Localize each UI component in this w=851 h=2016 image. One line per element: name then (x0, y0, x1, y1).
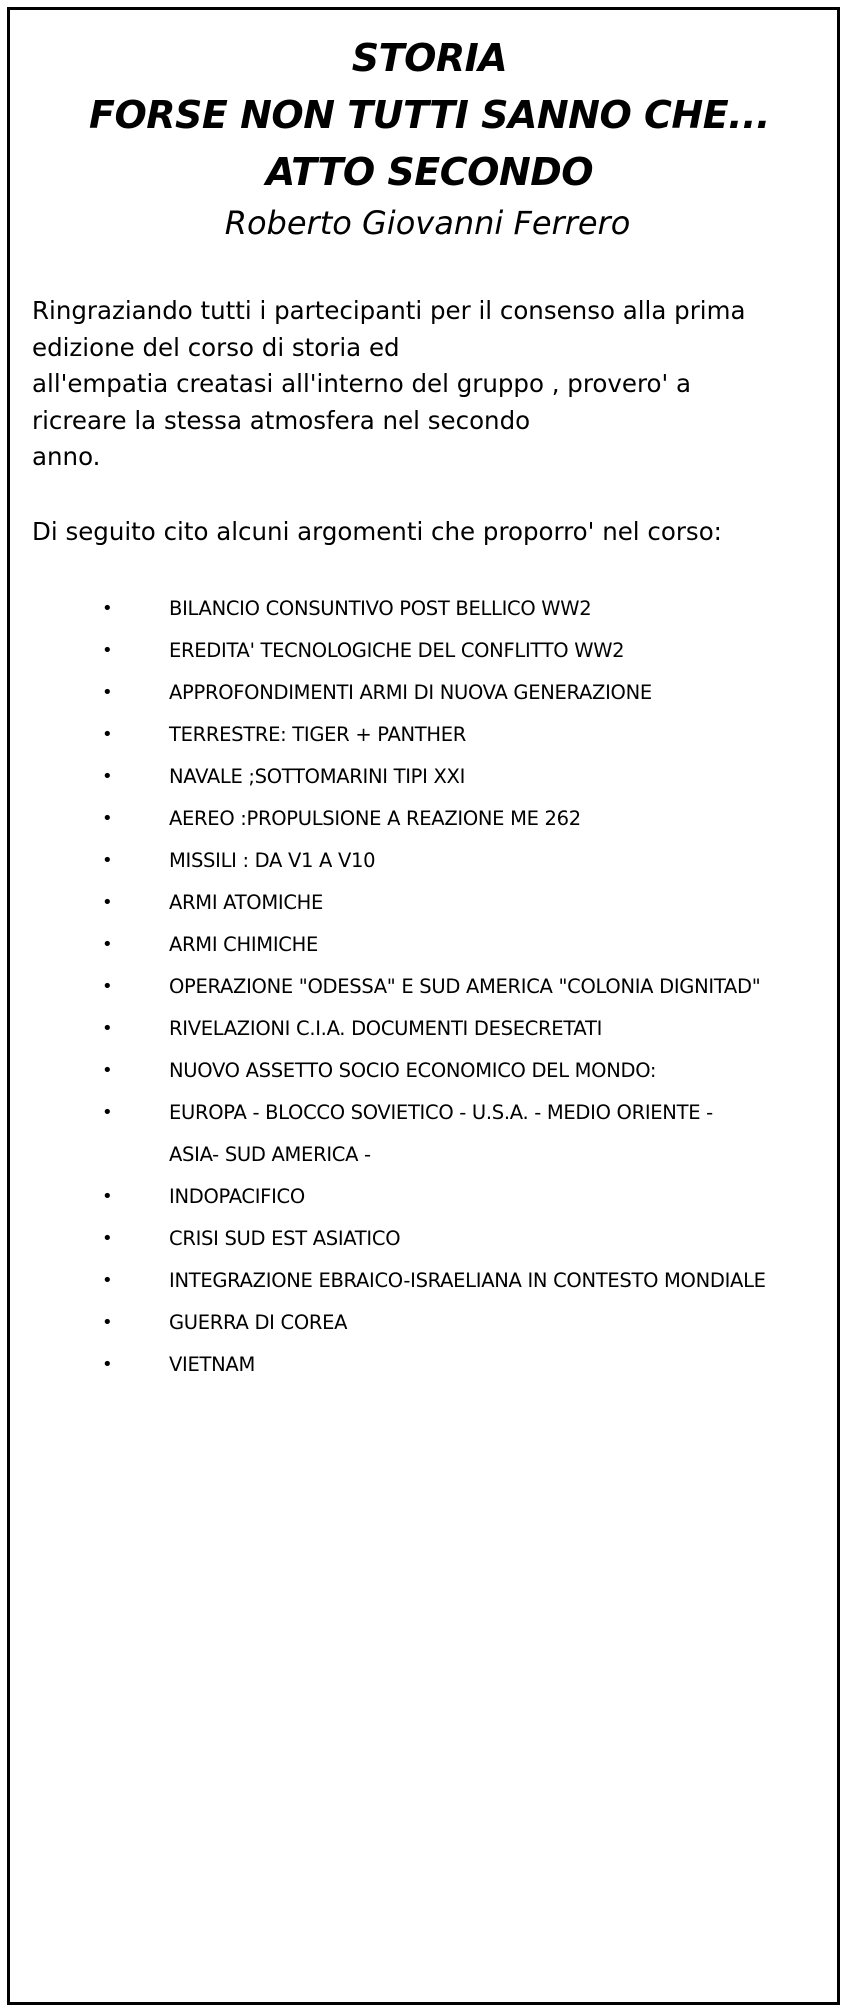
topic-text: GUERRA DI COREA (169, 1311, 348, 1334)
topic-text: CRISI SUD EST ASIATICO (169, 1227, 401, 1250)
list-item (10, 882, 837, 924)
bullet-icon: • (102, 1312, 113, 1333)
topic-text: INDOPACIFICO (169, 1185, 305, 1208)
topic-text: BILANCIO CONSUNTIVO POST BELLICO WW2 (169, 597, 592, 620)
topic-text: MISSILI : DA V1 A V10 (169, 849, 376, 872)
intro-line: anno. (32, 442, 101, 471)
bullet-icon: • (102, 1060, 113, 1081)
title-line-forse-non-tutti-sanno: FORSE NON TUTTI SANNO CHE... (89, 93, 770, 137)
topic-text: AEREO :PROPULSIONE A REAZIONE ME 262 (169, 807, 581, 830)
list-item (10, 1218, 837, 1260)
topic-text: ARMI ATOMICHE (169, 891, 324, 914)
list-item (10, 714, 837, 756)
list-item (10, 1092, 837, 1134)
list-item (10, 1008, 837, 1050)
author-name: Roberto Giovanni Ferrero (224, 204, 631, 242)
bullet-icon: • (102, 850, 113, 871)
intro-paragraph (32, 293, 842, 476)
bullet-icon: • (102, 640, 113, 661)
document-page (7, 7, 840, 2005)
list-item (10, 672, 837, 714)
bullet-icon: • (102, 808, 113, 829)
bullet-icon: • (102, 892, 113, 913)
list-item (10, 756, 837, 798)
bullet-icon: • (102, 1270, 113, 1291)
document-header (10, 30, 837, 248)
bullet-icon: • (102, 724, 113, 745)
list-item (10, 1134, 837, 1176)
topic-text: APPROFONDIMENTI ARMI DI NUOVA GENERAZIONE (169, 681, 652, 704)
intro-line: all'empatia creatasi all'interno del gruppo , provero' a (32, 369, 692, 398)
title-line-storia: STORIA (351, 36, 508, 80)
topic-text: EREDITA' TECNOLOGICHE DEL CONFLITTO WW2 (169, 639, 625, 662)
topic-text: ARMI CHIMICHE (169, 933, 318, 956)
topics-lead-sentence: Di seguito cito alcuni argomenti che proporro' nel corso: (32, 517, 722, 546)
list-item (10, 1176, 837, 1218)
bullet-icon: • (102, 934, 113, 955)
topics-list (10, 588, 837, 1386)
topic-text: NUOVO ASSETTO SOCIO ECONOMICO DEL MONDO: (169, 1059, 657, 1082)
topic-text: NAVALE ;SOTTOMARINI TIPI XXI (169, 765, 466, 788)
list-item (10, 966, 837, 1008)
intro-line: edizione del corso di storia ed (32, 332, 400, 362)
list-item (10, 1050, 837, 1092)
list-item (10, 1260, 837, 1302)
list-item (10, 588, 837, 630)
topic-text: OPERAZIONE "ODESSA" E SUD AMERICA "COLONIA DIGNITAD" (169, 975, 761, 998)
list-item (10, 630, 837, 672)
topic-text: INTEGRAZIONE EBRAICO-ISRAELIANA IN CONTESTO MONDIALE (169, 1269, 766, 1292)
topic-text: EUROPA - BLOCCO SOVIETICO - U.S.A. - MEDIO ORIENTE - (169, 1101, 713, 1124)
list-item (10, 924, 837, 966)
list-item (10, 1302, 837, 1344)
title-line-atto-secondo: ATTO SECONDO (265, 150, 594, 194)
list-item (10, 840, 837, 882)
topic-text: RIVELAZIONI C.I.A. DOCUMENTI DESECRETATI (169, 1017, 603, 1040)
topic-text: VIETNAM (169, 1353, 255, 1376)
bullet-icon: • (102, 1228, 113, 1249)
intro-line: ricreare la stessa atmosfera nel secondo (32, 405, 531, 435)
bullet-icon: • (102, 1186, 113, 1207)
bullet-icon: • (102, 766, 113, 787)
bullet-icon: • (102, 682, 113, 703)
topic-text: TERRESTRE: TIGER + PANTHER (169, 723, 467, 746)
list-item (10, 1344, 837, 1386)
intro-line: Ringraziando tutti i partecipanti per il consenso alla prima (32, 296, 746, 325)
bullet-icon: • (102, 976, 113, 997)
topic-text: ASIA- SUD AMERICA - (169, 1143, 371, 1166)
bullet-icon: • (102, 598, 113, 619)
bullet-icon: • (102, 1018, 113, 1039)
bullet-icon: • (102, 1354, 113, 1375)
bullet-icon: • (102, 1102, 113, 1123)
list-item (10, 798, 837, 840)
